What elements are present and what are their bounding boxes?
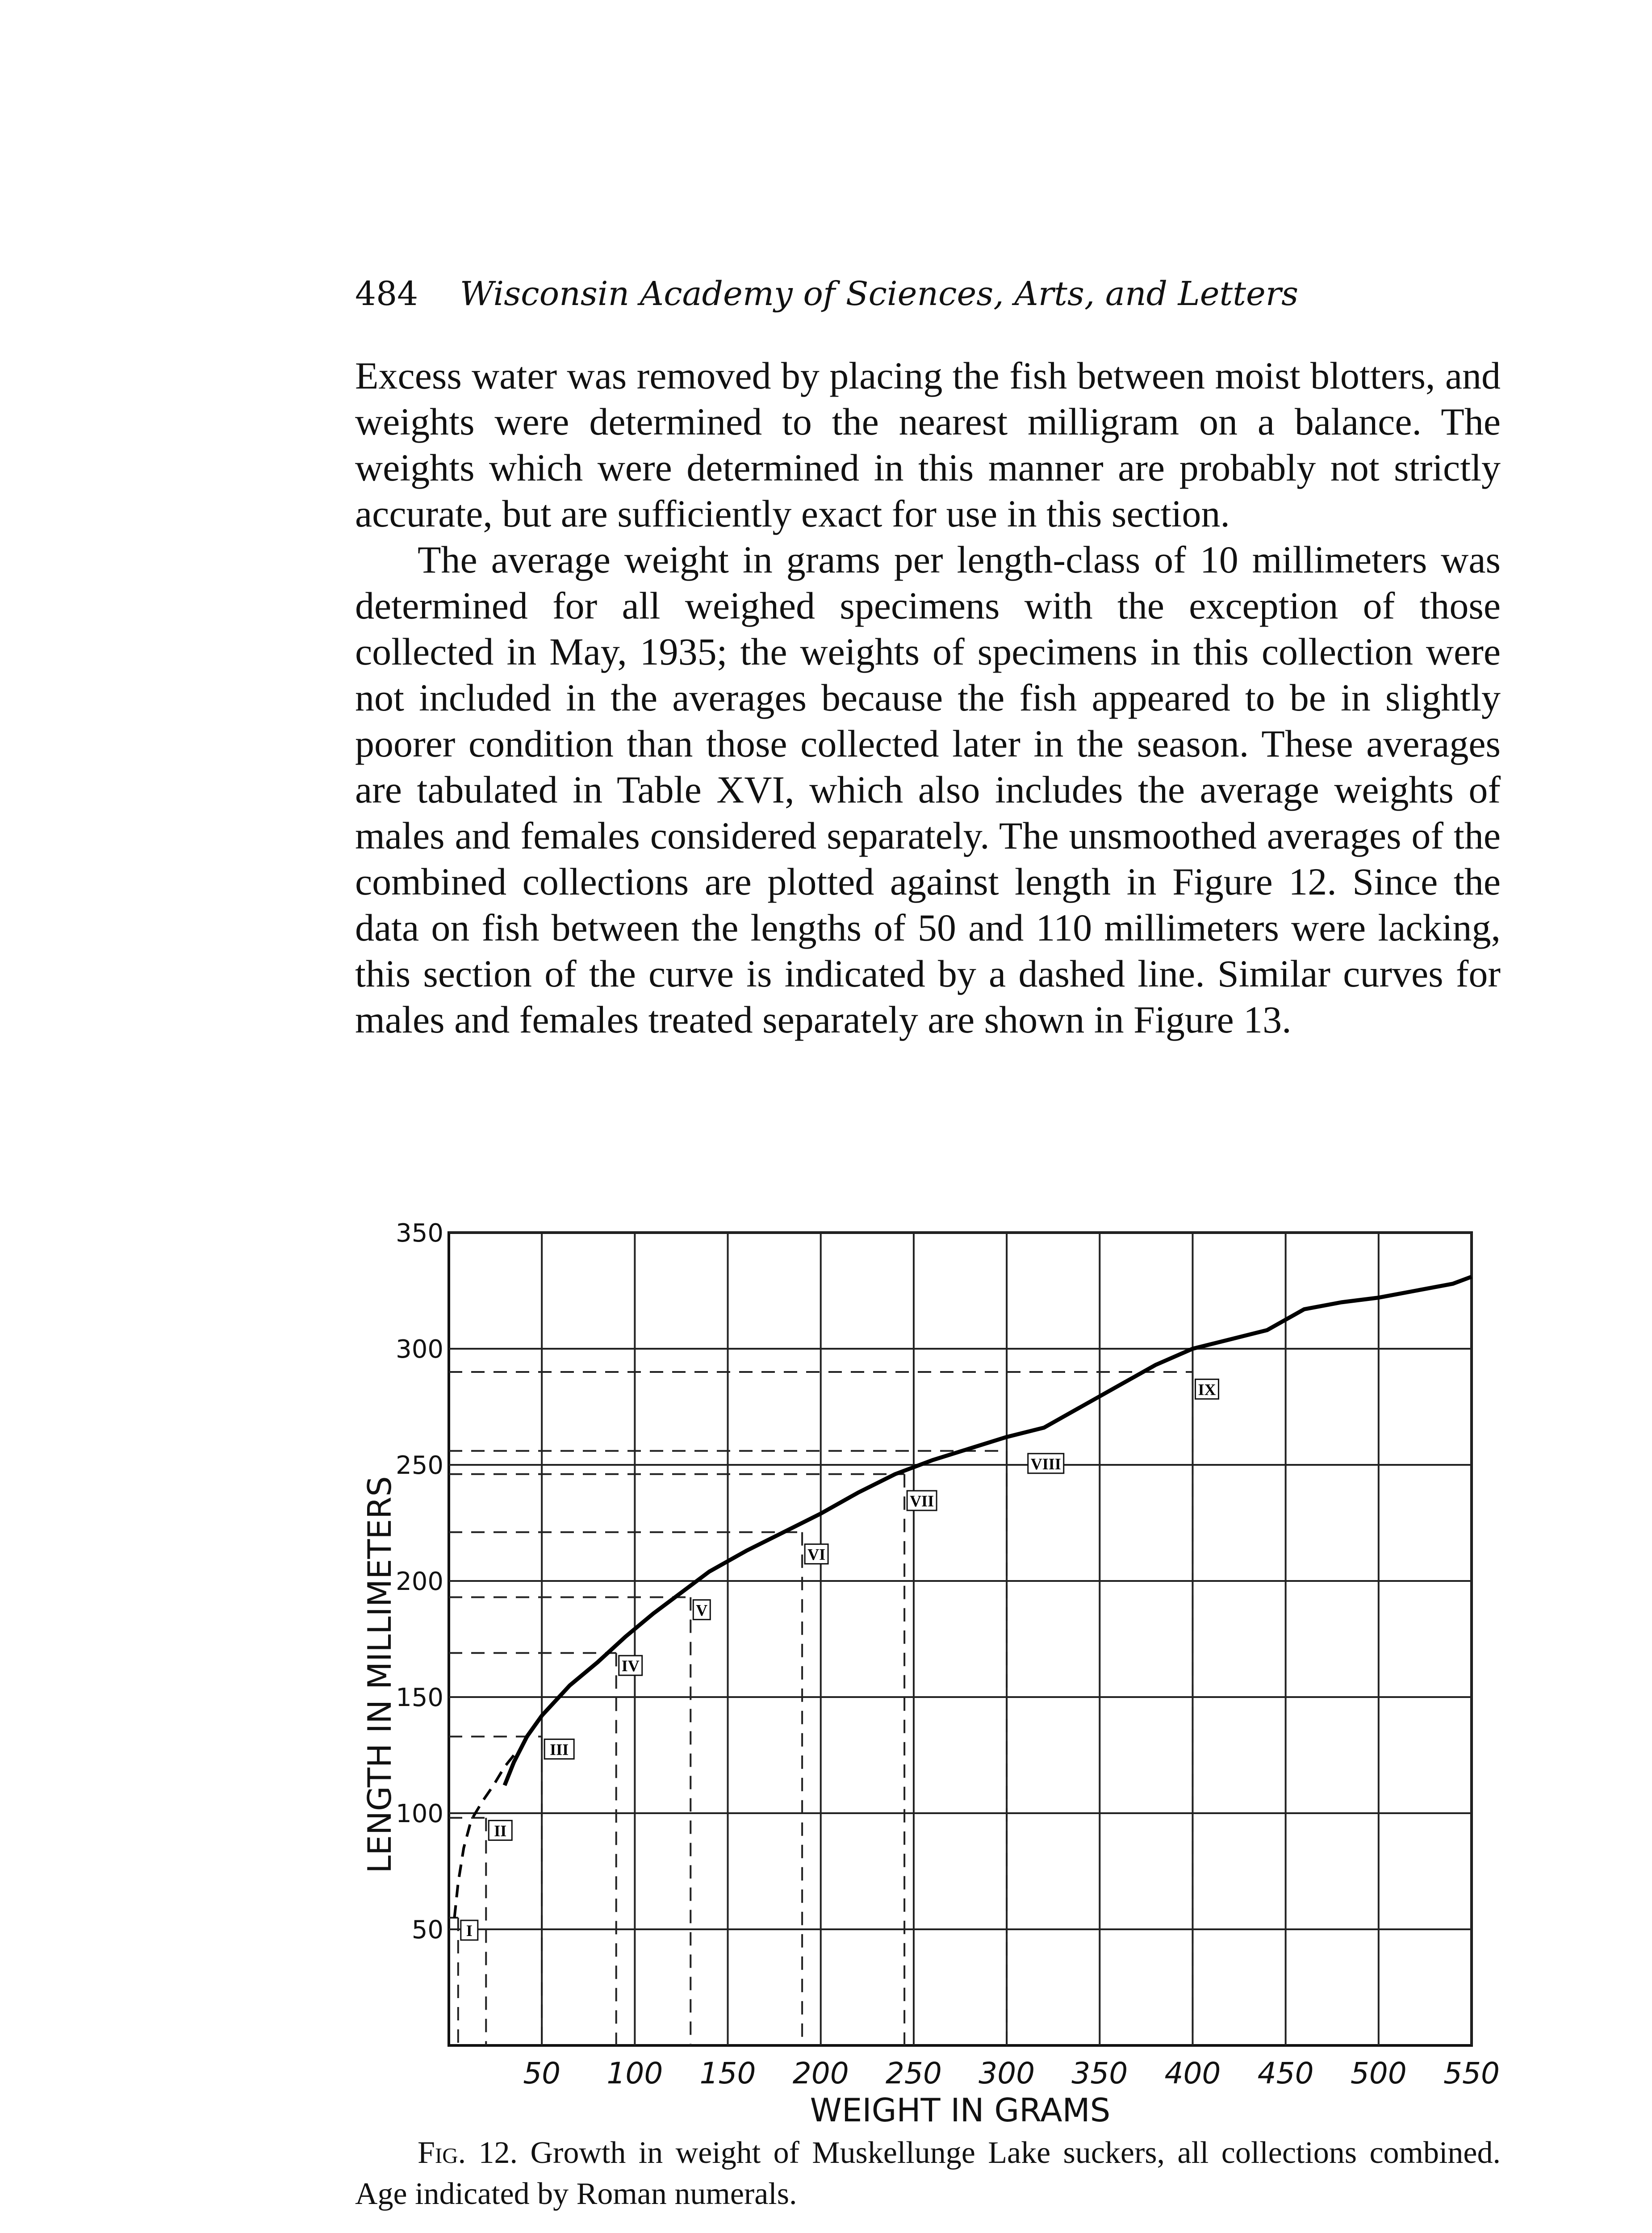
y-tick-label: 150 — [396, 1683, 443, 1712]
age-marker-label: VII — [910, 1492, 934, 1510]
x-tick-label: 400 — [1164, 2056, 1221, 2091]
body-text — [355, 353, 1501, 1043]
age-marker-label: I — [466, 1922, 473, 1940]
x-tick-label: 350 — [1071, 2056, 1128, 2091]
x-axis-label: WEIGHT IN GRAMS — [810, 2091, 1111, 2129]
y-tick-label: 50 — [411, 1915, 443, 1944]
age-marker — [1028, 1454, 1064, 1473]
age-marker — [619, 1656, 642, 1675]
x-tick-label: 500 — [1350, 2056, 1407, 2091]
paragraph: Excess water was removed by placing the fish between moist blotters, and weights were determined to the nearest milligram on a balance. The weights which were determined in this manner are probably not strictly accurate, but are sufficiently exact for use in this section. — [355, 354, 1501, 535]
y-tick-label: 200 — [396, 1567, 443, 1596]
x-tick-label: 550 — [1443, 2056, 1500, 2091]
age-marker — [805, 1544, 828, 1564]
x-tick-label: 300 — [979, 2056, 1035, 2091]
x-tick-label: 100 — [606, 2056, 663, 2091]
x-tick-label: 50 — [523, 2056, 561, 2091]
age-marker — [489, 1820, 512, 1840]
age-marker-label: V — [696, 1601, 708, 1619]
x-tick-label: 450 — [1257, 2056, 1314, 2091]
age-marker — [461, 1920, 478, 1940]
x-tick-label: 250 — [885, 2056, 942, 2091]
figure-12 — [348, 1215, 1518, 2130]
plot-frame — [449, 1233, 1472, 2045]
age-marker-label: IV — [621, 1657, 640, 1675]
paragraph: The average weight in grams per length-class of 10 millimeters was determined for all weighed specimens with the exception of those collected in May, 1935; the weights of specimens in this collection were not included in the averages because the fish appeared to be in slightly poorer condition than those collected later in the season. These averages are tabulated in Table XVI, which also includes the average weights of males and females considered separately. The unsmoothed averages of the combined collections are plotted against length in Figure 12. Since the data on fish between the lengths of 50 and 110 millimeters were lacking, this section of the curve is indicated by a dashed line. Similar curves for males and females treated separately are shown in Figure 13. — [355, 538, 1501, 1041]
y-tick-label: 100 — [396, 1799, 443, 1828]
y-tick-label: 250 — [396, 1451, 443, 1480]
x-tick-label: 150 — [699, 2056, 756, 2091]
age-marker-label: IX — [1198, 1380, 1216, 1399]
page-number: 484 — [355, 275, 418, 313]
growth-curve — [505, 1277, 1472, 1786]
growth-chart — [348, 1215, 1518, 2130]
page-header — [355, 272, 1373, 316]
age-marker — [693, 1600, 710, 1619]
age-marker-label: II — [494, 1822, 507, 1840]
running-title: Wisconsin Academy of Sciences, Arts, and Letters — [460, 275, 1299, 313]
y-axis-label: LENGTH IN MILLIMETERS — [361, 1476, 398, 1873]
age-marker — [544, 1739, 574, 1759]
age-marker-label: III — [550, 1740, 569, 1759]
age-marker — [1195, 1379, 1218, 1399]
y-tick-label: 350 — [396, 1219, 443, 1248]
y-tick-label: 300 — [396, 1335, 443, 1364]
figure-label: Fig. 12. — [418, 2136, 518, 2170]
caption-text: Growth in weight of Muskellunge Lake suckers, all collections combined. Age indicated by Roman numerals. — [355, 2136, 1501, 2211]
age-marker-label: VI — [807, 1545, 826, 1564]
figure-caption — [355, 2133, 1501, 2215]
x-tick-label: 200 — [792, 2056, 849, 2091]
age-marker-label: VIII — [1030, 1455, 1061, 1473]
age-marker — [907, 1491, 937, 1510]
